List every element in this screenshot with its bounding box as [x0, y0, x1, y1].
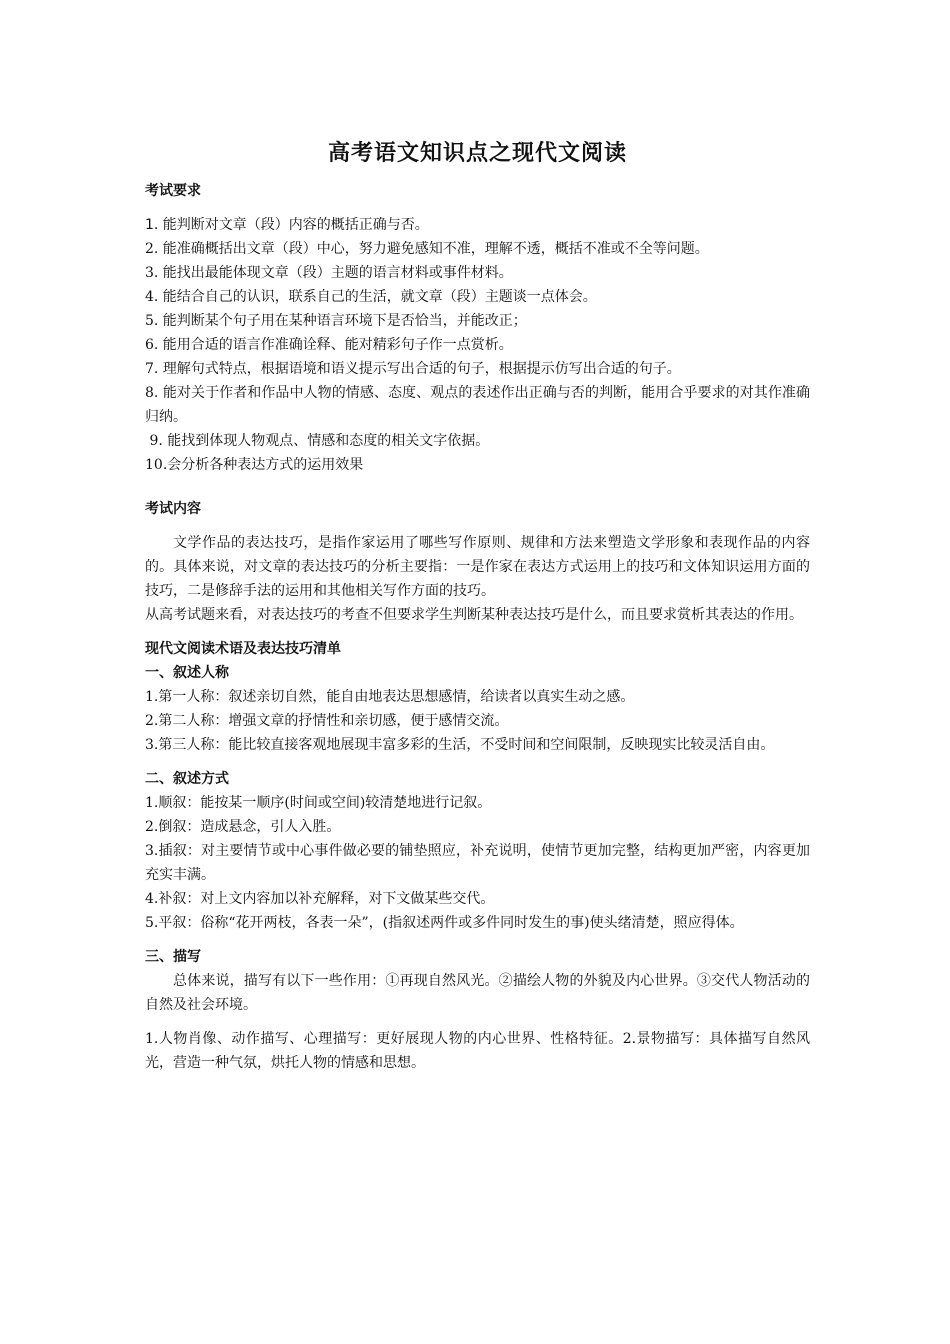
document-content — [145, 136, 810, 1075]
content-paragraph: 文学作品的表达技巧，是指作家运用了哪些写作原则、规律和方法来塑造文学形象和表现作品的内容的。具体来说，对文章的表达技巧的分析主要指：一是作家在表达方式运用上的技巧和文体知识运用方面的技巧，二是修辞手法的运用和其他相关写作方面的技巧。 — [145, 535, 810, 599]
section-heading-exam-requirements: 考试要求 — [145, 183, 201, 199]
subsection-heading-narrative-person: 一、叙述人称 — [145, 665, 229, 681]
requirement-item: 3. 能找出最能体现文章（段）主题的语言材料或事件材料。 — [145, 265, 513, 281]
list-item: 1.顺叙：能按某一顺序(时间或空间)较清楚地进行记叙。 — [145, 795, 492, 811]
requirement-item: 1. 能判断对文章（段）内容的概括正确与否。 — [145, 217, 429, 233]
subsection-heading-narrative-method: 二、叙述方式 — [145, 771, 229, 787]
section-heading-exam-content: 考试内容 — [145, 501, 201, 517]
list-item: 5.平叙：俗称“花开两枝，各表一朵”，(指叙述两件或多件同时发生的事)使头绪清楚，照应得体。 — [145, 915, 744, 931]
document-title: 高考语文知识点之现代文阅读 — [327, 141, 627, 166]
list-item: 1.第一人称：叙述亲切自然，能自由地表达思想感情，给读者以真实生动之感。 — [145, 689, 635, 705]
subsection-heading-description: 三、描写 — [145, 949, 201, 965]
requirement-item: 6. 能用合适的语言作准确诠释、能对精彩句子作一点赏析。 — [145, 337, 513, 353]
requirement-item: 4. 能结合自己的认识，联系自己的生活，就文章（段）主题谈一点体会。 — [145, 289, 597, 305]
content-paragraph: 从高考试题来看，对表达技巧的考查不但要求学生判断某种表达技巧是什么，而且要求赏析其表达的作用。 — [145, 607, 803, 623]
list-item: 3.第三人称：能比较直接客观地展现丰富多彩的生活，不受时间和空间限制，反映现实比较灵活自由。 — [145, 737, 775, 753]
list-item: 4.补叙：对上文内容加以补充解释，对下文做某些交代。 — [145, 891, 495, 907]
section-heading-term-list: 现代文阅读术语及表达技巧清单 — [145, 641, 341, 657]
list-item: 2.倒叙：造成悬念，引人入胜。 — [145, 819, 341, 835]
requirement-item: 10.会分析各种表达方式的运用效果 — [145, 457, 364, 473]
requirement-item: 5. 能判断某个句子用在某种语言环境下是否恰当，并能改正； — [145, 313, 527, 329]
description-paragraph: 总体来说，描写有以下一些作用：①再现自然风光。②描绘人物的外貌及内心世界。③交代人物活动的自然及社会环境。 — [145, 973, 810, 1013]
description-paragraph: 1.人物肖像、动作描写、心理描写：更好展现人物的内心世界、性格特征。2.景物描写：具体描写自然风光，营造一种气氛，烘托人物的情感和思想。 — [145, 1031, 810, 1071]
requirement-item: 9. 能找到体现人物观点、情感和态度的相关文字依据。 — [145, 433, 490, 449]
list-item: 3.插叙：对主要情节或中心事件做必要的铺垫照应，补充说明，使情节更加完整，结构更加严密，内容更加充实丰满。 — [145, 843, 810, 883]
requirement-item: 7. 理解句式特点，根据语境和语义提示写出合适的句子，根据提示仿写出合适的句子。 — [145, 361, 681, 377]
list-item: 2.第二人称：增强文章的抒情性和亲切感，便于感情交流。 — [145, 713, 509, 729]
requirement-item: 2. 能准确概括出文章（段）中心，努力避免感知不准，理解不透，概括不准或不全等问题。 — [145, 241, 709, 257]
requirement-item: 8. 能对关于作者和作品中人物的情感、态度、观点的表述作出正确与否的判断，能用合乎要求的对其作准确归纳。 — [145, 385, 810, 425]
